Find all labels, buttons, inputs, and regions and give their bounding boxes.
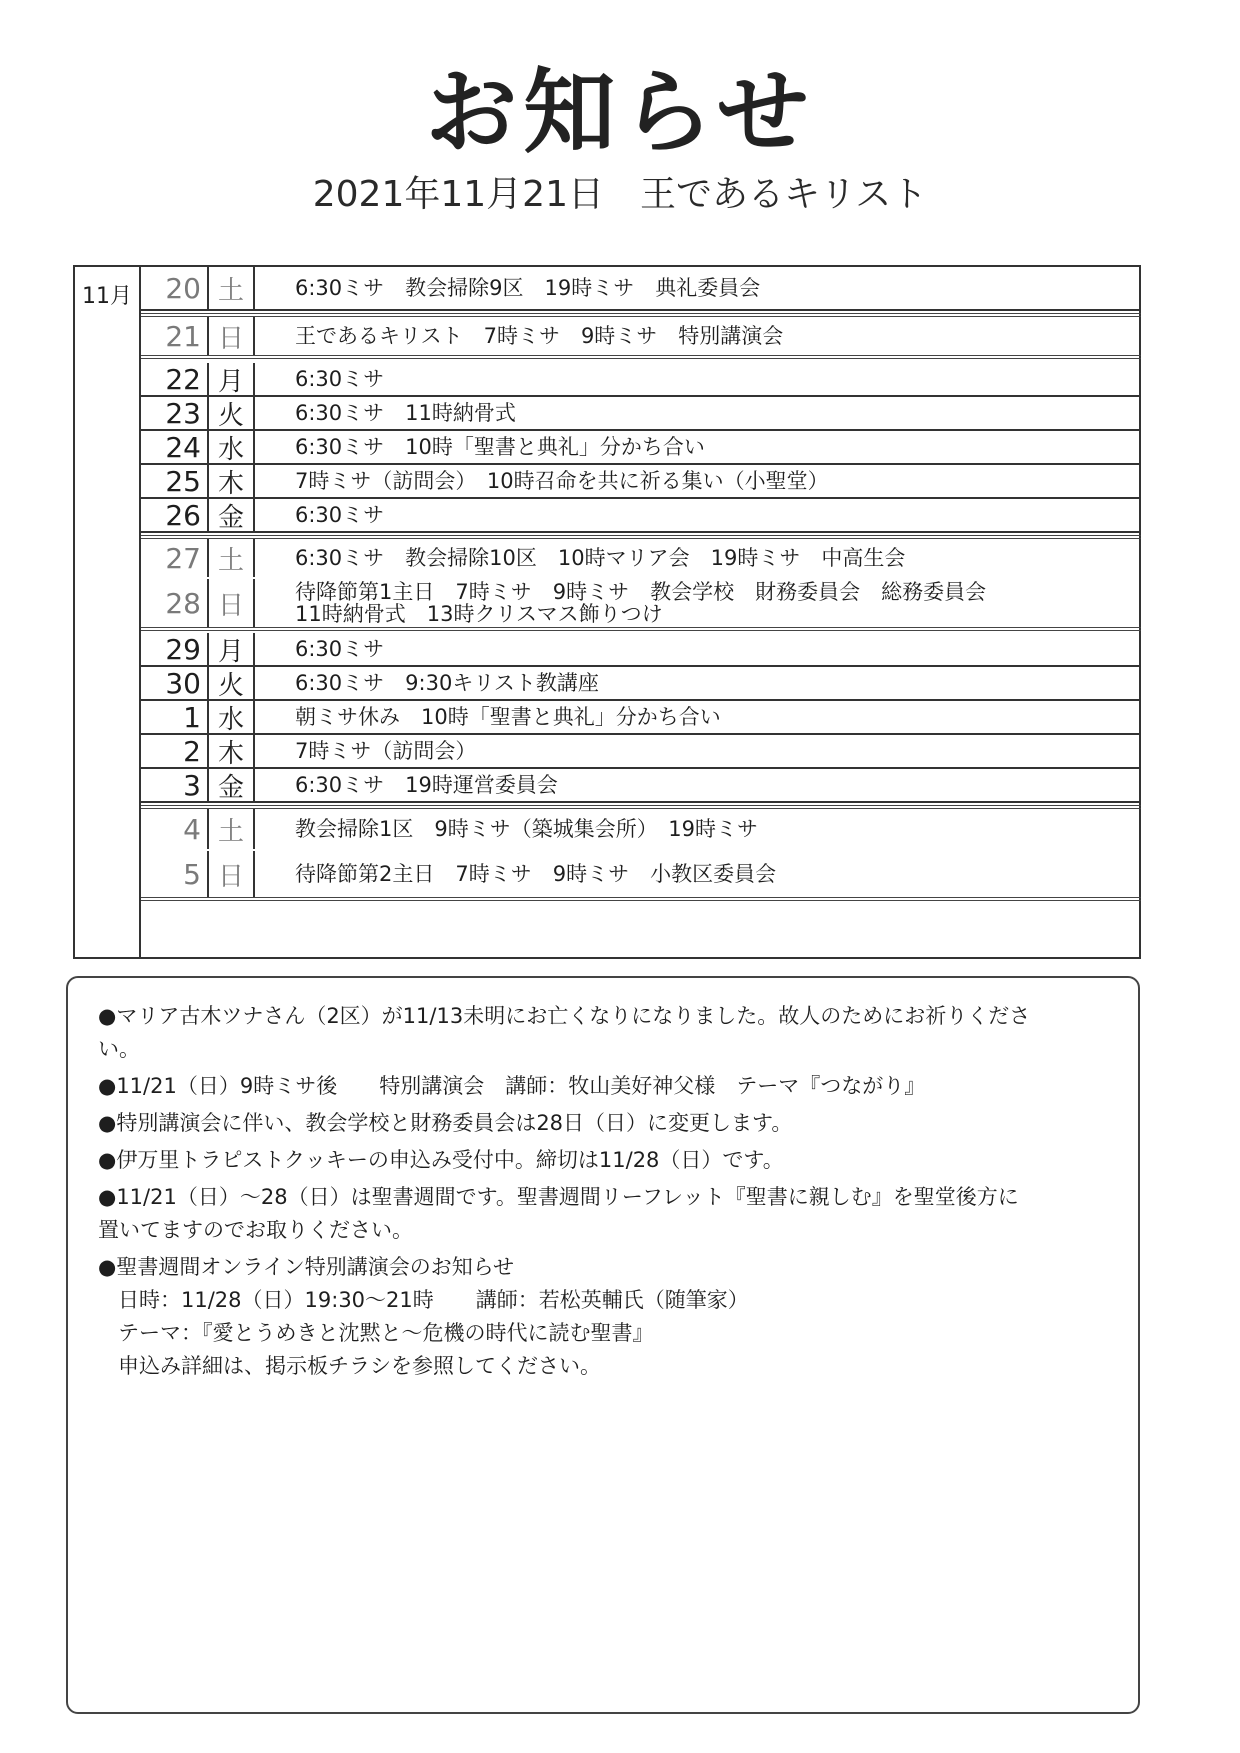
schedule-row <box>141 397 1141 431</box>
event-line: 6:30ミサ 教会掃除9区 19時ミサ 典礼委員会 <box>295 275 761 300</box>
events-cell <box>255 317 1141 355</box>
notice-line: ●特別講演会に伴い、教会学校と財務委員会は28日（日）に変更します。 <box>98 1111 793 1135</box>
notice-detail-line: テーマ：『愛とうめきと沈黙と～危機の時代に読む聖書』 <box>118 1321 654 1345</box>
weekday: 月 <box>209 363 255 395</box>
schedule-row <box>141 805 1141 849</box>
schedule-row <box>141 735 1141 769</box>
event-line: 7時ミサ（訪問会） <box>295 738 477 763</box>
events-cell <box>255 499 1141 531</box>
events-cell <box>255 363 1141 395</box>
events-cell <box>255 431 1141 463</box>
schedule-row <box>141 579 1141 631</box>
events-cell <box>255 579 1141 627</box>
event-line: 6:30ミサ 教会掃除10区 10時マリア会 19時ミサ 中高生会 <box>295 545 906 570</box>
schedule-table <box>73 265 1141 959</box>
events-cell <box>255 809 1141 849</box>
notice-item <box>98 1181 1108 1247</box>
schedule-row <box>141 267 1141 311</box>
schedule-row <box>141 633 1141 667</box>
day-number: 25 <box>141 465 209 497</box>
weekday: 金 <box>209 499 255 531</box>
day-number: 26 <box>141 499 209 531</box>
notice-item <box>98 1251 1108 1383</box>
day-number: 24 <box>141 431 209 463</box>
weekday: 月 <box>209 633 255 665</box>
events-cell <box>255 667 1141 699</box>
event-line: 6:30ミサ 19時運営委員会 <box>295 772 558 797</box>
events-cell <box>255 633 1141 665</box>
notice-line: ●聖書週間オンライン特別講演会のお知らせ <box>98 1255 515 1279</box>
schedule-row <box>141 851 1141 901</box>
events-cell <box>255 851 1141 897</box>
event-line: 朝ミサ休み 10時「聖書と典礼」分かち合い <box>295 704 721 729</box>
weekday: 日 <box>209 851 255 897</box>
day-number: 22 <box>141 363 209 395</box>
schedule-row <box>141 535 1141 577</box>
event-line: 11時納骨式 13時クリスマス飾りつけ <box>295 602 663 626</box>
schedule-row <box>141 499 1141 533</box>
notices-box <box>66 976 1140 1714</box>
notice-item <box>98 1000 1108 1066</box>
day-number: 23 <box>141 397 209 429</box>
event-line: 待降節第1主日 7時ミサ 9時ミサ 教会学校 財務委員会 総務委員会 <box>295 580 987 604</box>
month-label: 11月 <box>82 284 132 309</box>
schedule-row <box>141 701 1141 735</box>
page-subtitle: 2021年11月21日 王であるキリスト <box>312 174 928 215</box>
weekday: 木 <box>209 465 255 497</box>
notice-line: ●11/21（日）9時ミサ後 特別講演会 講師：牧山美好神父様 テーマ『つながり』 <box>98 1074 926 1098</box>
event-line: 6:30ミサ <box>295 636 385 661</box>
weekday: 火 <box>209 667 255 699</box>
notice-item <box>98 1107 1108 1140</box>
events-cell <box>255 769 1141 801</box>
day-number: 4 <box>141 809 209 849</box>
notice-detail-line: 申込み詳細は、掲示板チラシを参照してください。 <box>118 1354 601 1378</box>
weekday: 土 <box>209 809 255 849</box>
weekday: 金 <box>209 769 255 801</box>
notice-item <box>98 1144 1108 1177</box>
day-number: 2 <box>141 735 209 767</box>
events-cell <box>255 267 1141 309</box>
events-cell <box>255 735 1141 767</box>
notice-line: 置いてますのでお取りください。 <box>98 1218 413 1242</box>
event-line: 6:30ミサ 9:30キリスト教講座 <box>295 670 599 695</box>
schedule-row <box>141 667 1141 701</box>
weekday: 水 <box>209 431 255 463</box>
day-number: 3 <box>141 769 209 801</box>
events-cell <box>255 465 1141 497</box>
event-line: 6:30ミサ <box>295 502 385 527</box>
event-line: 待降節第2主日 7時ミサ 9時ミサ 小教区委員会 <box>295 861 777 886</box>
event-line: 6:30ミサ 10時「聖書と典礼」分かち合い <box>295 434 705 459</box>
weekday: 土 <box>209 267 255 309</box>
schedule-row <box>141 769 1141 803</box>
schedule-row <box>141 363 1141 397</box>
notice-line: ●マリア古木ツナさん（2区）が11/13未明にお亡くなりになりました。故人のためにお祈りくださ <box>98 1004 1031 1028</box>
notice-line: い。 <box>98 1037 140 1061</box>
schedule-row <box>141 431 1141 465</box>
events-cell <box>255 701 1141 733</box>
event-line: 王であるキリスト 7時ミサ 9時ミサ 特別講演会 <box>295 323 784 348</box>
notice-list <box>98 1000 1108 1387</box>
schedule-row <box>141 313 1141 359</box>
weekday: 土 <box>209 539 255 577</box>
page-title: お知らせ <box>425 59 815 166</box>
notice-line: ●伊万里トラピストクッキーの申込み受付中。締切は11/28（日）です。 <box>98 1148 784 1172</box>
event-line: 教会掃除1区 9時ミサ（築城集会所） 19時ミサ <box>295 816 758 841</box>
events-cell <box>255 397 1141 429</box>
event-line: 6:30ミサ 11時納骨式 <box>295 400 516 425</box>
event-line: 7時ミサ（訪問会） 10時召命を共に祈る集い（小聖堂） <box>295 468 829 493</box>
day-number: 28 <box>141 579 209 627</box>
event-line: 6:30ミサ <box>295 366 385 391</box>
day-number: 5 <box>141 851 209 897</box>
day-number: 21 <box>141 317 209 355</box>
day-number: 1 <box>141 701 209 733</box>
weekday: 日 <box>209 317 255 355</box>
schedule-rows <box>141 267 1141 957</box>
schedule-row <box>141 465 1141 499</box>
weekday: 日 <box>209 579 255 627</box>
notice-line: ●11/21（日）～28（日）は聖書週間です。聖書週間リーフレット『聖書に親しむ』を聖堂後方に <box>98 1185 1019 1209</box>
weekday: 水 <box>209 701 255 733</box>
weekday: 火 <box>209 397 255 429</box>
day-number: 27 <box>141 539 209 577</box>
day-number: 30 <box>141 667 209 699</box>
month-column <box>75 267 141 957</box>
weekday: 木 <box>209 735 255 767</box>
notice-detail-line: 日時：11/28（日）19:30～21時 講師：若松英輔氏（随筆家） <box>118 1288 749 1312</box>
events-cell <box>255 539 1141 577</box>
day-number: 29 <box>141 633 209 665</box>
day-number: 20 <box>141 267 209 309</box>
notice-item <box>98 1070 1108 1103</box>
